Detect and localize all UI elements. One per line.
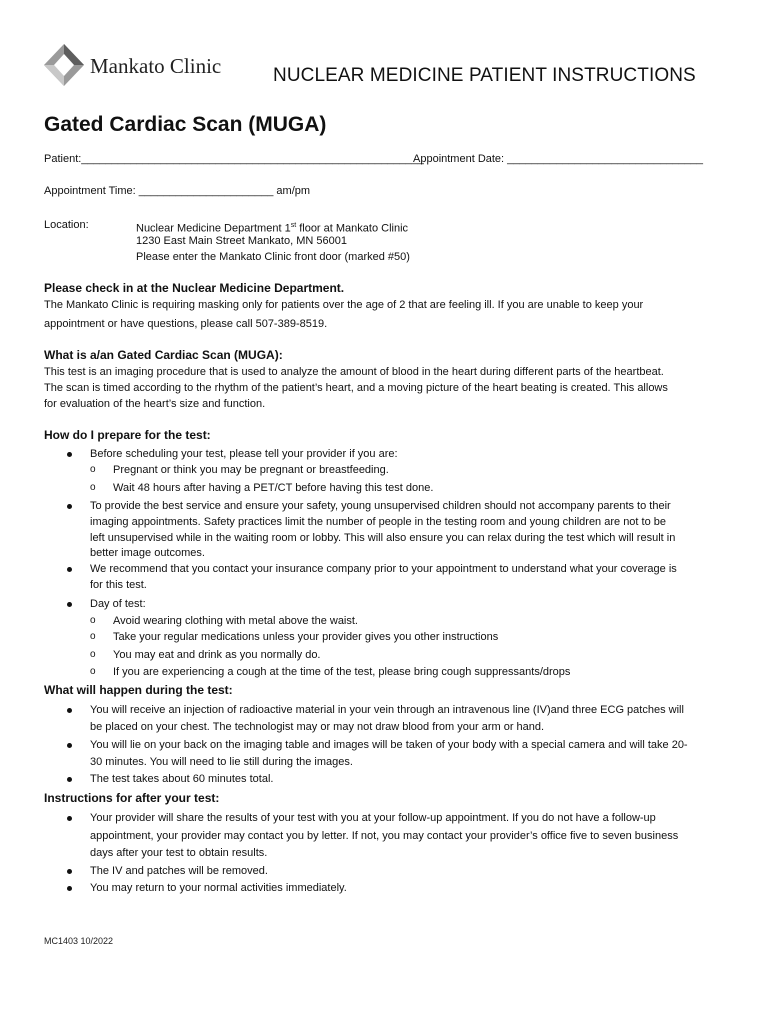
prepare-bullet-1-sub-2: Wait 48 hours after having a PET/CT before having this test done.	[113, 482, 434, 494]
prepare-bullet-4-sub-3: You may eat and drink as you normally do.	[113, 649, 321, 661]
after-heading: Instructions for after your test:	[44, 791, 220, 805]
prepare-heading: How do I prepare for the test:	[44, 428, 211, 442]
patient-field[interactable]: Patient:________________________________________________________	[44, 153, 424, 165]
checkin-line-2: appointment or have questions, please call 507-389-8519.	[44, 318, 328, 330]
clinic-logo	[44, 44, 244, 88]
what-is-line-3: for evaluation of the heart’s size and function.	[44, 398, 266, 410]
after-bullet-1-line-3: days after your test to obtain results.	[90, 847, 268, 859]
bullet-dot	[67, 869, 72, 874]
location-line-3: Please enter the Mankato Clinic front door (marked #50)	[136, 251, 410, 263]
location-line-2: 1230 East Main Street Mankato, MN 56001	[136, 235, 347, 247]
during-heading: What will happen during the test:	[44, 683, 233, 697]
during-bullet-2-line-2: 30 minutes. You will need to lie still during the images.	[90, 756, 353, 768]
location-line-1: Nuclear Medicine Department 1st floor at Mankato Clinic	[136, 222, 409, 235]
after-bullet-1-line-1: Your provider will share the results of your test with you at your follow-up appointment. If you do not have a follow-up	[90, 812, 656, 824]
after-bullet-2: The IV and patches will be removed.	[90, 865, 268, 877]
appointment-time-field[interactable]: Appointment Time: ______________________ am/pm	[44, 185, 311, 197]
prepare-bullet-4-sub-4: If you are experiencing a cough at the time of the test, please bring cough suppressants/drops	[113, 666, 571, 678]
prepare-bullet-2-line-4: better image outcomes.	[90, 547, 205, 559]
checkin-heading: Please check in at the Nuclear Medicine Department.	[44, 281, 345, 295]
clinic-logo-mark-icon	[44, 44, 84, 86]
during-bullet-3: The test takes about 60 minutes total.	[90, 773, 274, 785]
bullet-dot	[67, 504, 72, 509]
form-code: MC1403 10/2022	[44, 936, 114, 946]
prepare-bullet-4: Day of test:	[90, 598, 146, 610]
sub-bullet-marker: o	[90, 464, 96, 475]
bullet-dot	[67, 743, 72, 748]
prepare-bullet-4-sub-1: Avoid wearing clothing with metal above the waist.	[113, 615, 358, 627]
what-is-line-2: The scan is timed according to the rhythm of the patient’s heart, and a moving picture of the heart beating is created. This allows	[44, 382, 668, 394]
prepare-bullet-3-line-2: for this test.	[90, 579, 147, 591]
bullet-dot	[67, 777, 72, 782]
what-is-line-1: This test is an imaging procedure that is used to analyze the amount of blood in the heart during different parts of the heartbeat.	[44, 366, 664, 378]
during-bullet-1-line-1: You will receive an injection of radioactive material in your vein through an intravenous line (IV)and three ECG patches will	[90, 704, 684, 716]
sub-bullet-marker: o	[90, 482, 96, 493]
bullet-dot	[67, 452, 72, 457]
prepare-bullet-2-line-3: left unsupervised while in the waiting room or lobby. This will also ensure you can relax during the test which will result in	[90, 532, 676, 544]
bullet-dot	[67, 602, 72, 607]
bullet-dot	[67, 567, 72, 572]
sub-bullet-marker: o	[90, 615, 96, 626]
what-is-heading: What is a/an Gated Cardiac Scan (MUGA):	[44, 348, 283, 362]
header-title: NUCLEAR MEDICINE PATIENT INSTRUCTIONS	[273, 65, 696, 86]
clinic-logo-text: Mankato Clinic	[90, 54, 222, 78]
sub-bullet-marker: o	[90, 631, 96, 642]
location-label: Location:	[44, 219, 89, 231]
prepare-bullet-1: Before scheduling your test, please tell your provider if you are:	[90, 448, 398, 460]
appointment-date-field[interactable]: Appointment Date: ________________________________	[413, 153, 703, 165]
checkin-line-1: The Mankato Clinic is requiring masking only for patients over the age of 2 that are feeling ill. If you are unable to keep your	[44, 299, 644, 311]
prepare-bullet-3-line-1: We recommend that you contact your insurance company prior to your appointment to understand what your coverage is	[90, 563, 677, 575]
prepare-bullet-2-line-1: To provide the best service and ensure your safety, young unsupervised children should not accompany parents to their	[90, 500, 671, 512]
bullet-dot	[67, 816, 72, 821]
sub-bullet-marker: o	[90, 649, 96, 660]
after-bullet-3: You may return to your normal activities immediately.	[90, 882, 347, 894]
prepare-bullet-4-sub-2: Take your regular medications unless your provider gives you other instructions	[113, 631, 499, 643]
sub-bullet-marker: o	[90, 666, 96, 677]
prepare-bullet-2-line-2: imaging appointments. Safety practices limit the number of people in the testing room and young children are not to be	[90, 516, 667, 528]
during-bullet-2-line-1: You will lie on your back on the imaging table and images will be taken of your body with a special camera and will take 20-	[90, 739, 688, 751]
after-bullet-1-line-2: appointment, your provider may contact you by letter. If not, you may contact your provider’s office five to seven business	[90, 830, 679, 842]
during-bullet-1-line-2: be placed on your chest. The technologist may or may not draw blood from your arm or hand.	[90, 721, 545, 733]
bullet-dot	[67, 708, 72, 713]
bullet-dot	[67, 886, 72, 891]
prepare-bullet-1-sub-1: Pregnant or think you may be pregnant or breastfeeding.	[113, 464, 389, 476]
document-title: Gated Cardiac Scan (MUGA)	[44, 113, 327, 136]
